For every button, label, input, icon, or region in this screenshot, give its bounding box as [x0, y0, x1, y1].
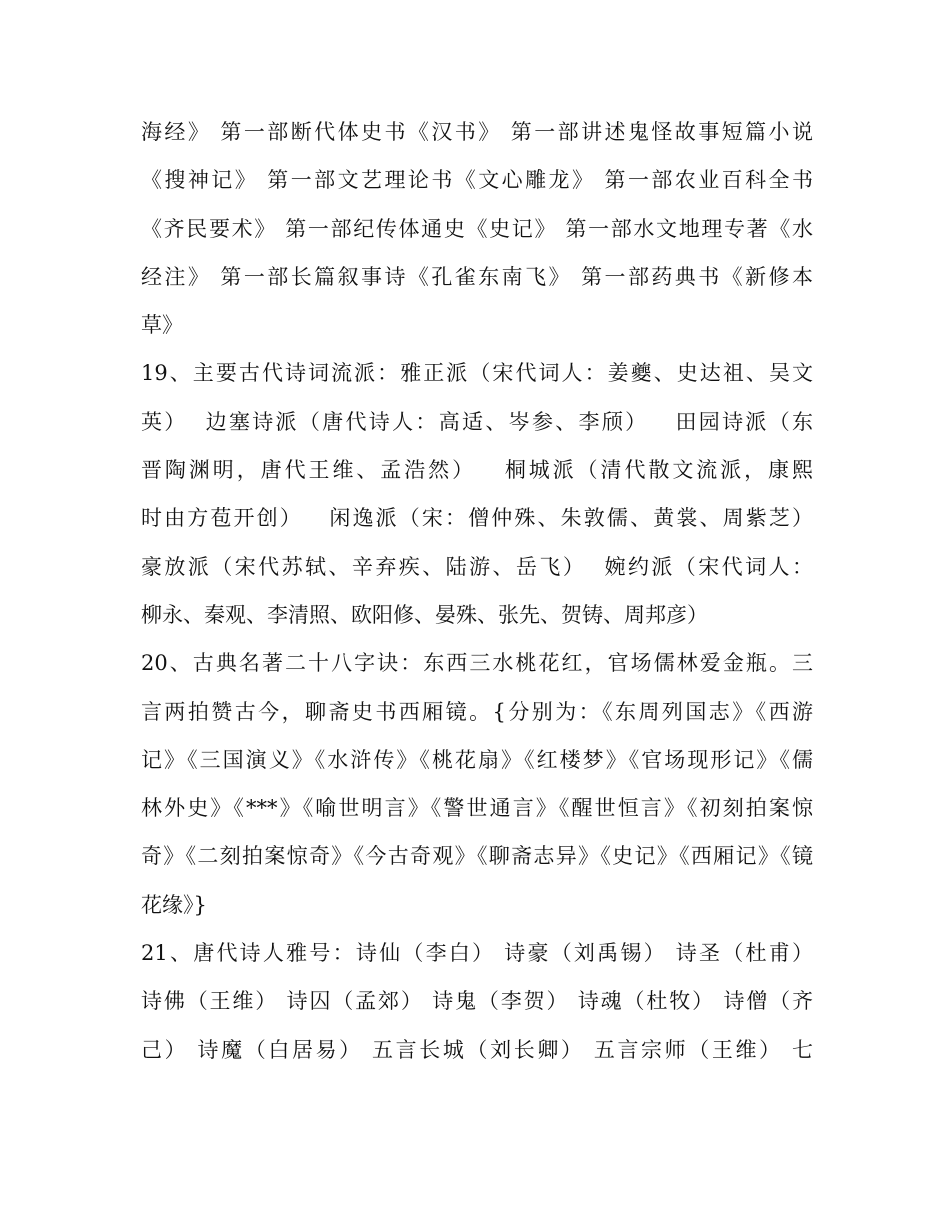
text-line: 《搜神记》 第一部文艺理论书《文心雕龙》 第一部农业百科全书: [141, 168, 813, 193]
text-line: 20、古典名著二十八字诀：东西三水桃花红，官场儒林爱金瓶。三: [141, 651, 813, 676]
text-line: 记》《三国演义》《水浒传》《桃花扇》《红楼梦》《官场现形记》《儒: [141, 747, 813, 772]
text-line: 晋陶渊明，唐代王维、孟浩然） 桐城派（清代散文流派，康熙: [141, 458, 813, 483]
text-line: 英） 边塞诗派（唐代诗人：高适、岑参、李颀） 田园诗派（东: [141, 409, 813, 434]
text-line: 言两拍赞古今，聊斋史书西厢镜。{分别为：《东周列国志》《西游: [141, 699, 813, 724]
text-line: 奇》《二刻拍案惊奇》《今古奇观》《聊斋志异》《史记》《西厢记》《镜: [141, 844, 813, 869]
text-line: 《齐民要术》 第一部纪传体通史《史记》 第一部水文地理专著《水: [141, 216, 813, 241]
text-line: 经注》 第一部长篇叙事诗《孔雀东南飞》 第一部药典书《新修本: [141, 264, 813, 289]
text-line: 豪放派（宋代苏轼、辛弃疾、陆游、岳飞） 婉约派（宋代词人：: [141, 554, 813, 579]
text-line: 草》: [141, 313, 183, 338]
text-line: 林外史》《***》《喻世明言》《警世通言》《醒世恒言》《初刻拍案惊: [141, 796, 813, 821]
text-line: 21、唐代诗人雅号：诗仙（李白） 诗豪（刘禹锡） 诗圣（杜甫）: [141, 941, 813, 966]
text-line: 诗佛（王维） 诗囚（孟郊） 诗鬼（李贺） 诗魂（杜牧） 诗僧（齐: [141, 989, 813, 1014]
text-line: 19、主要古代诗词流派：雅正派（宋代词人：姜夔、史达祖、吴文: [141, 361, 813, 386]
text-line: 时由方苞开创） 闲逸派（宋：僧仲殊、朱敦儒、黄裳、周紫芝）: [141, 506, 813, 531]
document-body: [141, 108, 813, 1074]
text-line: 己） 诗魔（白居易） 五言长城（刘长卿） 五言宗师（王维） 七: [141, 1037, 813, 1062]
text-line: 柳永、秦观、李清照、欧阳修、晏殊、张先、贺铸、周邦彦）: [141, 602, 708, 627]
text-line: 海经》 第一部断代体史书《汉书》 第一部讲述鬼怪故事短篇小说: [141, 120, 813, 144]
text-line: 花缘》}: [141, 892, 207, 917]
